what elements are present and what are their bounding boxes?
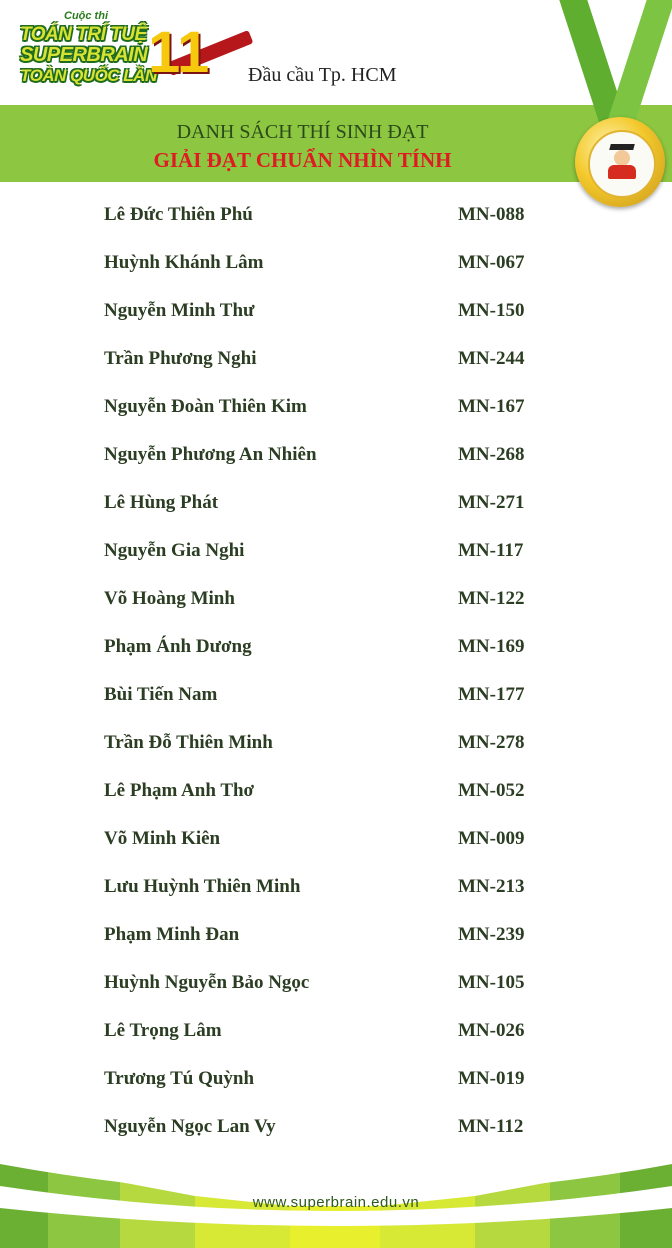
list-item	[0, 818, 672, 866]
contestant-name: Trần Phương Nghi	[104, 348, 257, 369]
contestant-code: MN-026	[458, 1020, 525, 1041]
list-item	[0, 434, 672, 482]
logo-line-3: TOÀN QUỐC LẦN	[20, 66, 157, 85]
contestant-name: Bùi Tiến Nam	[104, 684, 218, 705]
contestant-code: MN-150	[458, 300, 525, 321]
contestant-name: Huỳnh Khánh Lâm	[104, 252, 264, 273]
list-item	[0, 530, 672, 578]
logo-line-1: TOÁN TRÍ TUỆ	[20, 24, 147, 45]
contestant-name: Lê Trọng Lâm	[104, 1020, 222, 1041]
list-item	[0, 866, 672, 914]
list-title: DANH SÁCH THÍ SINH ĐẠT	[176, 121, 429, 143]
superbrain-logo	[16, 10, 246, 96]
contestant-name: Huỳnh Nguyễn Bảo Ngọc	[104, 972, 310, 993]
contestant-name: Lê Hùng Phát	[104, 492, 219, 513]
graduate-mascot-icon	[588, 130, 656, 198]
contestant-name: Nguyễn Ngọc Lan Vy	[104, 1116, 276, 1137]
list-item	[0, 482, 672, 530]
contestant-code: MN-271	[458, 492, 525, 513]
list-item	[0, 962, 672, 1010]
venue-label: Đầu cầu Tp. HCM	[248, 64, 397, 86]
list-item	[0, 578, 672, 626]
list-item	[0, 770, 672, 818]
contestant-code: MN-268	[458, 444, 525, 465]
list-item	[0, 242, 672, 290]
logo-line-2: SUPERBRAIN	[20, 44, 148, 66]
list-item	[0, 914, 672, 962]
contestant-code: MN-052	[458, 780, 525, 801]
list-item	[0, 194, 672, 242]
contestant-name: Nguyễn Phương An Nhiên	[104, 444, 317, 465]
list-item	[0, 1010, 672, 1058]
contestant-code: MN-122	[458, 588, 525, 609]
list-item	[0, 386, 672, 434]
contestant-code: MN-019	[458, 1068, 525, 1089]
contestant-name: Phạm Minh Đan	[104, 924, 240, 945]
contestant-name: Trần Đỗ Thiên Minh	[104, 732, 273, 753]
contestant-name: Lưu Huỳnh Thiên Minh	[104, 876, 301, 897]
contestant-code: MN-213	[458, 876, 525, 897]
contestant-name: Nguyễn Gia Nghi	[104, 540, 245, 561]
contestant-code: MN-169	[458, 636, 525, 657]
contestant-code: MN-009	[458, 828, 525, 849]
contestant-code: MN-117	[458, 540, 524, 561]
contestant-name: Võ Hoàng Minh	[104, 588, 235, 609]
contestant-code: MN-239	[458, 924, 525, 945]
list-item	[0, 338, 672, 386]
contestant-name: Lê Đức Thiên Phú	[104, 204, 253, 225]
contestant-code: MN-088	[458, 204, 525, 225]
contestant-name: Nguyễn Minh Thư	[104, 300, 255, 321]
contestant-code: MN-278	[458, 732, 525, 753]
contestant-name: Võ Minh Kiên	[104, 828, 221, 849]
list-item	[0, 626, 672, 674]
contestant-code: MN-105	[458, 972, 525, 993]
website-link[interactable]: www.superbrain.edu.vn	[252, 1194, 420, 1211]
contestant-code: MN-067	[458, 252, 525, 273]
list-item	[0, 1106, 672, 1154]
contestant-code: MN-177	[458, 684, 525, 705]
contestant-name: Lê Phạm Anh Thơ	[104, 780, 255, 801]
contestant-name: Phạm Ánh Dương	[104, 636, 252, 657]
contestant-name: Trương Tú Quỳnh	[104, 1068, 255, 1089]
list-item	[0, 674, 672, 722]
logo-small-title: Cuộc thi	[64, 10, 108, 22]
list-item	[0, 1058, 672, 1106]
contestant-code: MN-244	[458, 348, 525, 369]
award-subtitle: GIẢI ĐẠT CHUẨN NHÌN TÍNH	[153, 148, 452, 172]
contestant-code: MN-167	[458, 396, 525, 417]
list-item	[0, 290, 672, 338]
contestant-code: MN-112	[458, 1116, 524, 1137]
title-band	[0, 105, 672, 182]
list-item	[0, 722, 672, 770]
logo-edition-number: 11	[148, 20, 210, 85]
contestant-list	[0, 194, 672, 1154]
contestant-name: Nguyễn Đoàn Thiên Kim	[104, 396, 307, 417]
